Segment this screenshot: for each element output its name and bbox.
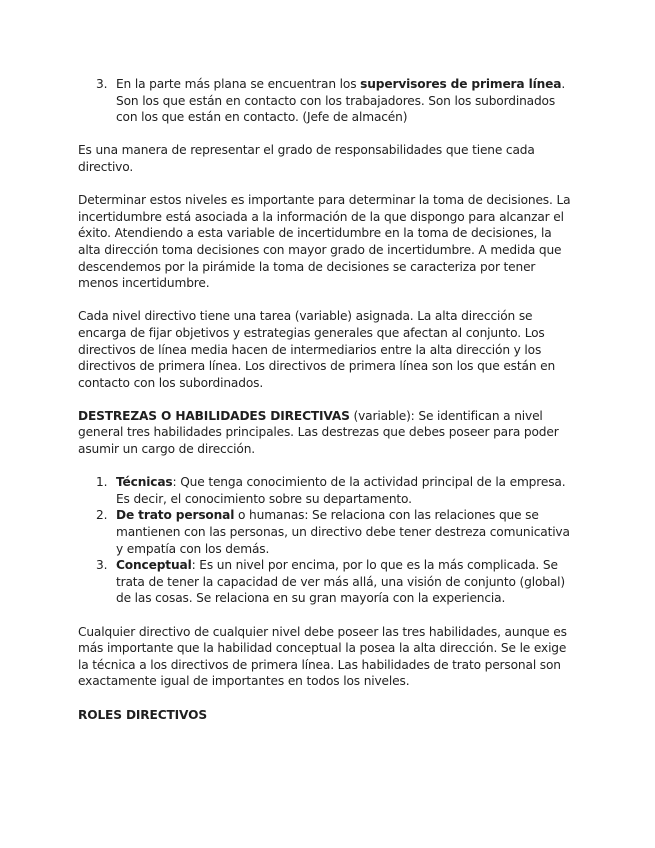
- skill-name: Conceptual: [116, 558, 192, 573]
- paragraph-tasks: Cada nivel directivo tiene una tarea (variable) asignada. La alta dirección se encarga de fijar objetivos y estrategias generales que afectan al conjunto. Los directivos de línea media hacen de intermediarios entre la alta dirección y los directivos de primera línea. Los directivos de primera línea son los que están en contacto con los subordinados.: [78, 309, 556, 390]
- skill-description: : Que tenga conocimiento de la actividad principal de la empresa. Es decir, el conocimiento sobre su departamento.: [116, 475, 566, 506]
- intro-list: [78, 76, 572, 126]
- skills-heading-bold: DESTREZAS O HABILIDADES DIRECTIVAS: [78, 408, 350, 423]
- section-heading: ROLES DIRECTIVOS: [78, 707, 207, 722]
- document-page: [78, 76, 572, 723]
- paragraph-conclusion: Cualquier directivo de cualquier nivel debe poseer las tres habilidades, aunque es más importante que la habilidad conceptual la posea la alta dirección. Se le exige la técnica a los directivos de primera línea. Las habilidades de trato personal son exactamente igual de importantes en todos los niveles.: [78, 624, 567, 689]
- list-item-number: 2.: [96, 508, 108, 523]
- list-item-number: 3.: [96, 558, 108, 573]
- skills-list: [78, 474, 572, 607]
- paragraph-uncertainty: Determinar estos niveles es importante para determinar la toma de decisiones. La incertidumbre está asociada a la información de la que dispongo para alcanzar el éxito. Atendiendo a esta variable de incertidumbre en la toma de decisiones, la alta dirección toma decisiones con mayor grado de incertidumbre. A medida que descendemos por la pirámide la toma de decisiones se caracteriza por tener menos incertidumbre.: [78, 193, 571, 291]
- list-item-text: En la parte más plana se encuentran los: [116, 77, 361, 91]
- list-item: [78, 557, 572, 607]
- list-item: [78, 76, 572, 126]
- skills-intro-text: (variable): Se identifican a nivel general tres habilidades principales. Las destrezas que debes poseer para poder asumir un cargo de dirección.: [78, 408, 559, 457]
- skill-description: : Es un nivel por encima, por lo que es la más complicada. Se trata de tener la capacidad de ver más allá, una visión de conjunto (global) de las cosas. Se relaciona en su gran mayoría con la experiencia.: [116, 558, 565, 606]
- skill-name: De trato personal: [116, 508, 235, 523]
- list-item-bold-term: supervisores de primera línea: [360, 77, 562, 91]
- skill-name: Técnicas: [116, 475, 173, 490]
- list-item: [78, 507, 572, 557]
- list-item-number: 1.: [96, 475, 108, 490]
- list-item-number: 3.: [96, 77, 108, 91]
- paragraph-definition: Es una manera de representar el grado de responsabilidades que tiene cada directivo.: [78, 143, 535, 174]
- list-item: [78, 474, 572, 507]
- skill-description: o humanas: Se relaciona con las relaciones que se mantienen con las personas, un directivo debe tener destreza comunicativa y empatía con los demás.: [116, 508, 570, 556]
- list-item-text-end: . Son los que están en contacto con los trabajadores. Son los subordinados con los que están en contacto. (Jefe de almacén): [116, 77, 566, 125]
- paragraph-skills-intro: [78, 408, 572, 458]
